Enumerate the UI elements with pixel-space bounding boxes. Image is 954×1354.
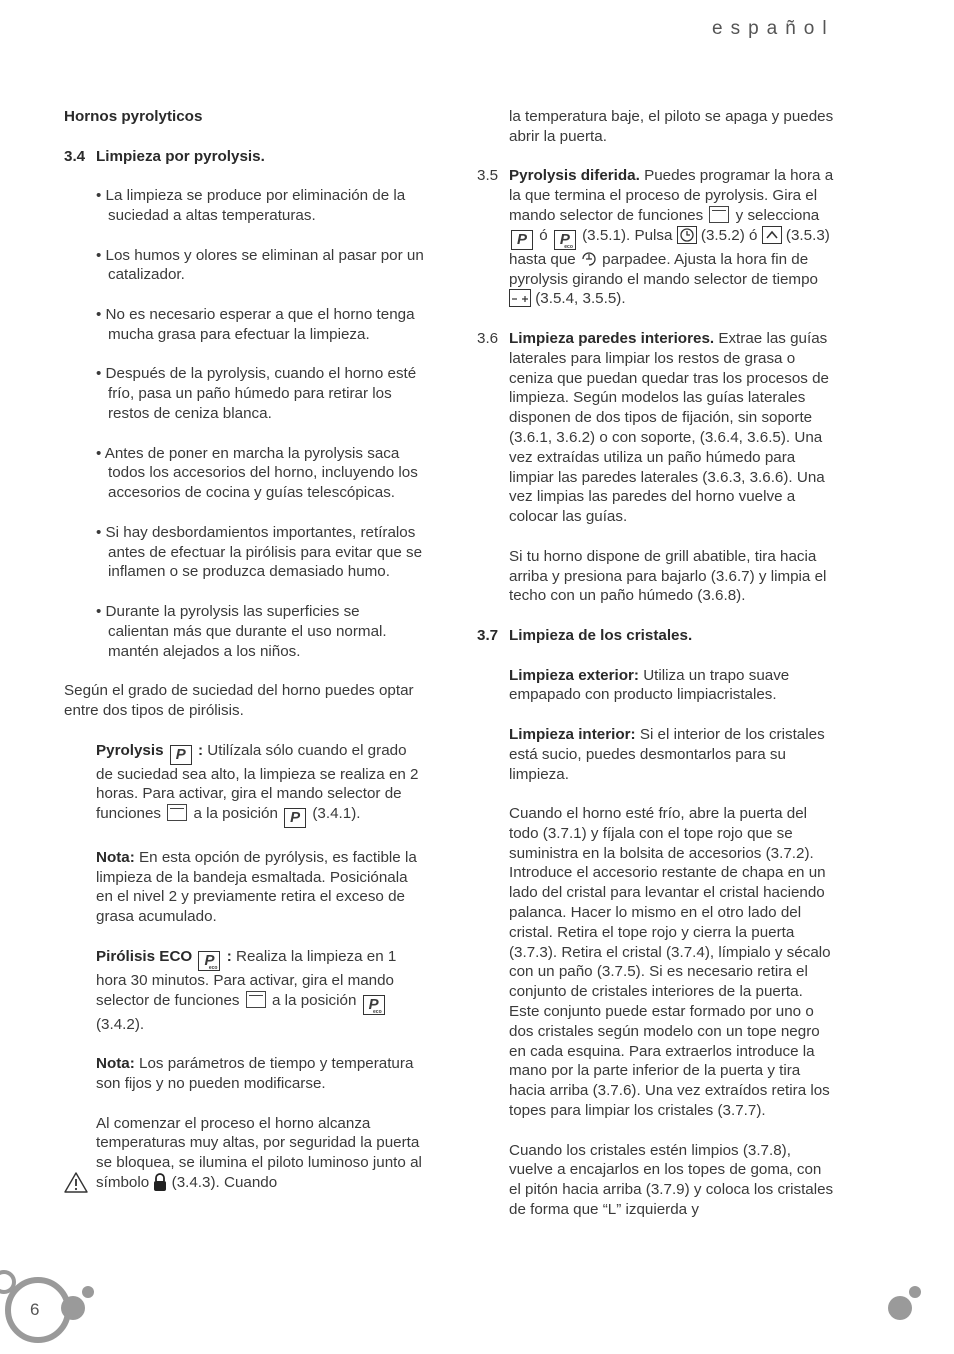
left-column bbox=[64, 107, 424, 1193]
bullet-item: • No es necesario esperar a que el horno tenga mucha grasa para efectuar la limpieza. bbox=[96, 305, 415, 343]
text: (3.5.3) hasta que bbox=[509, 226, 830, 268]
section-heading: Limpieza por pyrolysis. bbox=[96, 147, 265, 165]
section-3-5 bbox=[477, 166, 837, 309]
language-label: español bbox=[712, 18, 835, 39]
text: (3.5.1). Pulsa bbox=[577, 226, 673, 244]
pyrolysis-p-icon: P bbox=[284, 808, 306, 828]
exterior-paragraph bbox=[477, 666, 837, 706]
warning-icon bbox=[64, 1172, 88, 1193]
bullet-item: • Si hay desbordamientos importantes, retíralos antes de efectuar la pirólisis para evitar que se inflamen o se produzca demasiado humo. bbox=[96, 523, 423, 581]
time-selector-icon bbox=[509, 289, 531, 307]
text: Realiza la limpieza en 1 hora 30 minutos. Para activar, gira el mando selector de funciones bbox=[96, 947, 397, 1009]
interior-label: Limpieza interior: bbox=[509, 725, 636, 743]
footer-decoration-left bbox=[0, 1262, 100, 1354]
pyrolysis-p-icon: P bbox=[511, 230, 533, 250]
footer-decoration-right bbox=[880, 1280, 930, 1330]
section-title: Hornos pyrolyticos bbox=[64, 108, 203, 125]
section-heading: Limpieza de los cristales. bbox=[509, 626, 693, 644]
interior-paragraph bbox=[477, 725, 837, 784]
text: En esta opción de pyrólysis, es factible la limpieza de la bandeja esmaltada. Posiciónala en el nivel 2 y previamente retira el exceso de grasa acumulado. bbox=[96, 848, 417, 926]
note-label: Nota: bbox=[96, 848, 135, 866]
grill-paragraph: Si tu horno dispone de grill abatible, tira hacia arriba y presiona para bajarlo (3.6.7) y limpia el techo con un paño húmedo (3.6.8). bbox=[509, 547, 827, 605]
note-paragraph bbox=[64, 1054, 424, 1094]
exterior-label: Limpieza exterior: bbox=[509, 666, 639, 684]
timer-icon bbox=[580, 250, 598, 268]
glass-procedure-paragraph: Cuando el horno esté frío, abre la puerta del todo (3.7.1) y fíjala con el tope rojo que se suministra en la bolsita de accesorios (3.7.2). Introduce el accesorio restante de chapa en un lado del cristal para levantar el cristal haciendo palanca. Hacer lo mismo en el otro lado del cristal. Retira el tope rojo y cierra la puerta (3.7.3). Retira el cristal (3.7.4), límpialo y sécalo con un paño (3.7.5). Si es necesario retira el conjunto de cristales interiores de la puerta. Este conjunto puede estar formado por uno o dos cristales según modelo con un tope negro en cada esquina. Para extraerlos introduce la mano por la parte inferior de la puerta y tira hacia arriba (3.7.6). Una vez extraídos retira los topes para limpiar los cristales (3.7.7). bbox=[509, 805, 831, 1120]
intro-paragraph: Según el grado de suciedad del horno puedes optar entre dos tipos de pirólisis. bbox=[64, 682, 414, 719]
pyrolysis-eco-icon: P eco bbox=[554, 230, 576, 250]
text: Utilízala sólo cuando el grado de suciedad sea alto, la limpieza se realiza en 2 horas. Para activar, gira el mando selector de funciones bbox=[96, 741, 419, 823]
colon: : bbox=[222, 947, 232, 965]
text: y selecciona bbox=[731, 206, 820, 224]
text: (3.4.3). Cuando bbox=[167, 1174, 278, 1192]
section-number: 3.4 bbox=[64, 147, 86, 165]
text: Utiliza un trapo suave empapado con producto limpiacristales. bbox=[509, 666, 790, 704]
pyrolysis-label: Pyrolysis bbox=[96, 741, 164, 759]
text: a la posición bbox=[267, 991, 357, 1009]
text: Si el interior de los cristales está sucio, puedes desmontarlos para su limpieza. bbox=[509, 725, 825, 783]
page-number: 6 bbox=[30, 1300, 40, 1319]
glass-refit-paragraph: Cuando los cristales estén limpios (3.7.8), vuelve a encajarlos en los topes de goma, con el pitón hacia arriba (3.7.9) y coloca los cristales de forma que “L” izquierda y bbox=[509, 1141, 834, 1219]
bullet-item: • Durante la pyrolysis las superficies se calientan más que durante el uso normal. mantén alejados a los niños. bbox=[96, 602, 387, 660]
eco-paragraph bbox=[64, 947, 424, 1035]
text: (3.5.2) ó bbox=[696, 226, 758, 244]
bullet-item: • Antes de poner en marcha la pyrolysis saca todos los accesorios del horno, incluyendo los accesorios de cocina y guías telescópicas. bbox=[96, 444, 418, 502]
text: Al comenzar el proceso el horno alcanza temperaturas muy altas, por seguridad la puerta se bloquea, se ilumina el piloto luminoso junto al símbolo bbox=[96, 1114, 422, 1192]
text: Los parámetros de tiempo y temperatura son fijos y no pueden modificarse. bbox=[96, 1055, 414, 1093]
function-selector-icon bbox=[246, 991, 266, 1008]
eco-label: Pirólisis ECO bbox=[96, 947, 193, 965]
text: (3.4.1). bbox=[308, 805, 361, 823]
text: a la posición bbox=[189, 805, 278, 823]
chevron-up-icon bbox=[762, 226, 782, 244]
section-3-6 bbox=[477, 329, 837, 527]
clock-icon bbox=[677, 226, 697, 244]
text: parpadee. Ajusta la hora fin de pyrolysis girando el mando selector de tiempo bbox=[509, 250, 818, 288]
note-paragraph bbox=[64, 848, 424, 927]
function-selector-icon bbox=[167, 804, 187, 821]
text: (3.5.4, 3.5.5). bbox=[531, 290, 626, 308]
pyrolysis-eco-icon: P eco bbox=[363, 995, 385, 1015]
section-heading: Limpieza paredes interiores. bbox=[509, 329, 715, 347]
section-heading: Pyrolysis diferida. bbox=[509, 167, 640, 185]
colon: : bbox=[193, 741, 204, 759]
pyrolysis-paragraph bbox=[64, 741, 424, 829]
section-3-4-heading bbox=[64, 147, 424, 167]
bullet-item: • Los humos y olores se eliminan al pasar por un catalizador. bbox=[96, 246, 424, 284]
bullet-item: • Después de la pyrolysis, cuando el horno esté frío, pasa un paño húmedo para retirar los restos de ceniza blanca. bbox=[96, 365, 417, 422]
continued-paragraph: la temperatura baje, el piloto se apaga y puedes abrir la puerta. bbox=[509, 108, 834, 145]
section-number: 3.6 bbox=[477, 329, 499, 347]
warning-paragraph bbox=[64, 1114, 424, 1193]
right-column bbox=[477, 107, 837, 1220]
text: Puedes programar la hora a la que termina el proceso de pyrolysis. Gira el mando selector de funciones bbox=[509, 167, 834, 224]
lock-icon bbox=[153, 1173, 167, 1191]
text: (3.4.2). bbox=[96, 1015, 145, 1033]
pyrolysis-eco-icon: P eco bbox=[198, 951, 220, 971]
text: ó bbox=[535, 226, 548, 244]
pyrolysis-p-icon: P bbox=[170, 745, 192, 765]
function-selector-icon bbox=[709, 206, 729, 223]
note-label: Nota: bbox=[96, 1055, 135, 1073]
section-3-7-heading bbox=[477, 626, 837, 646]
section-number: 3.5 bbox=[477, 167, 499, 185]
bullet-item: • La limpieza se produce por eliminación de la suciedad a altas temperaturas. bbox=[96, 187, 406, 224]
section-number: 3.7 bbox=[477, 626, 499, 644]
text: Extrae las guías laterales para limpiar los restos de grasa o ceniza que puedan quedar tras los procesos de limpieza. Según modelos las guías laterales disponen de dos tipos de fijación, sin soporte (3.6.1, 3.6.2) o con soporte, (3.6.4, 3.6.5). Una vez extraídas utiliza un paño húmedo para limpiar las paredes laterales (3.6.3, 3.6.6). Una vez limpias las paredes del horno vuelve a colocar las guías. bbox=[509, 329, 829, 526]
